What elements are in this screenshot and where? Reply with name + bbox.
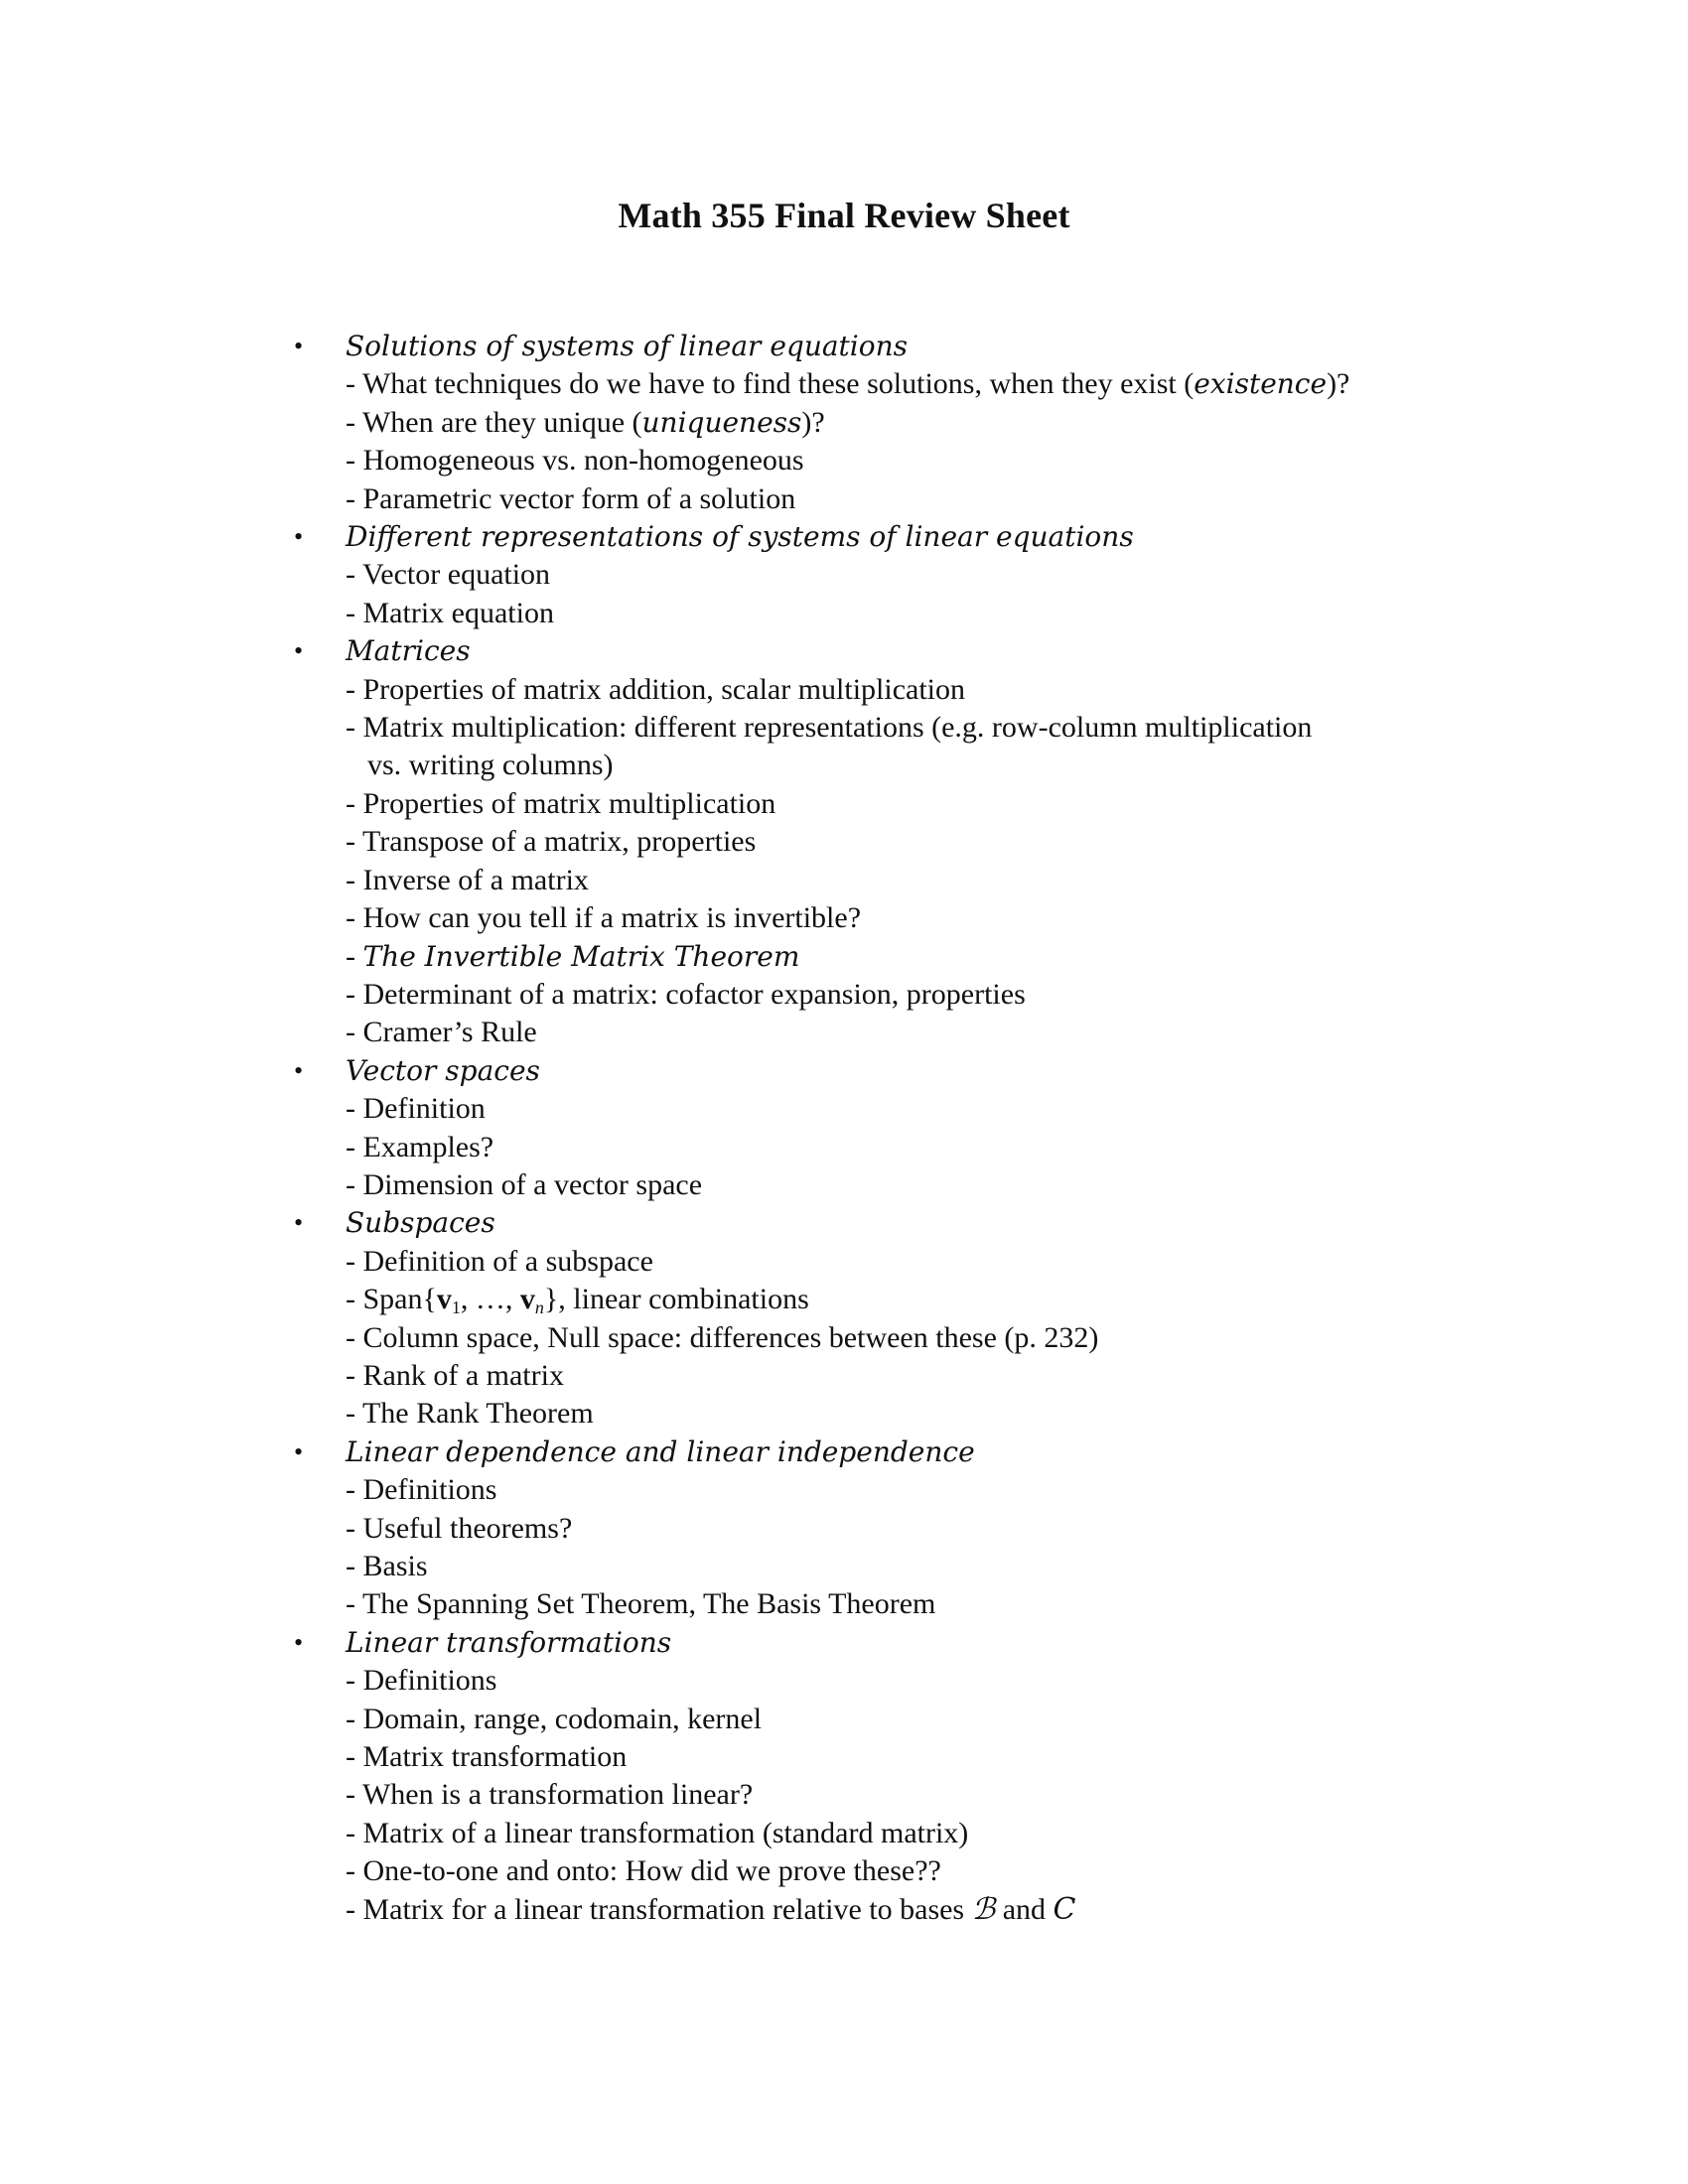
- section-heading: Solutions of systems of linear equations: [346, 330, 909, 362]
- bullet-icon: •: [294, 522, 304, 552]
- list-item: - Parametric vector form of a solution: [346, 481, 796, 515]
- list-item: - Homogeneous vs. non-homogeneous: [346, 444, 804, 478]
- list-item: - The Rank Theorem: [346, 1397, 594, 1431]
- section-heading: Linear transformations: [346, 1625, 672, 1659]
- list-item: - Dimension of a vector space: [346, 1167, 703, 1201]
- topic-section: [294, 1204, 1585, 1433]
- list-item: - Column space, Null space: differences between these (p. 232): [346, 1320, 1099, 1354]
- topic-section: [294, 1624, 1585, 1929]
- list-item: - Matrix transformation: [346, 1740, 628, 1774]
- section-heading: Linear dependence and linear independence: [346, 1434, 975, 1468]
- topic-section: [294, 328, 1585, 518]
- list-item: - When is a transformation linear?: [346, 1778, 754, 1812]
- list-item: - Inverse of a matrix: [346, 863, 589, 896]
- list-item: - Properties of matrix addition, scalar multiplication: [346, 672, 966, 706]
- bullet-icon: •: [294, 1627, 304, 1657]
- section-heading: Subspaces: [346, 1206, 495, 1240]
- list-item: - What techniques do we have to find these solutions, when they exist (existence)?: [346, 367, 1350, 401]
- section-heading: Vector spaces: [346, 1053, 540, 1087]
- list-item: - Vector equation: [346, 558, 551, 592]
- list-item: - Definition: [346, 1092, 486, 1126]
- list-item: - Definition of a subspace: [346, 1244, 653, 1278]
- topic-list: [294, 328, 1585, 1929]
- list-item: - $Span\{v_1$, …, $v_n$}, linear combinations: [346, 1283, 809, 1318]
- list-item: - Rank of a matrix: [346, 1358, 564, 1392]
- list-item: - Basis: [346, 1550, 428, 1582]
- topic-section: [294, 632, 1585, 1051]
- bullet-icon: •: [294, 1208, 304, 1238]
- list-item: - When are they unique (uniqueness)?: [346, 405, 825, 439]
- list-item: - Matrix equation: [346, 596, 554, 629]
- list-item: - Matrix of a linear transformation (standard matrix): [346, 1816, 969, 1849]
- list-item: - Examples?: [346, 1130, 494, 1163]
- bullet-icon: •: [294, 1436, 304, 1466]
- section-heading: Matrices: [346, 634, 471, 668]
- bullet-icon: •: [294, 332, 304, 360]
- list-item: - How can you tell if a matrix is invertible?: [346, 901, 862, 935]
- list-item: - Definitions: [346, 1473, 497, 1507]
- bullet-icon: •: [294, 1055, 304, 1085]
- page-title: Math 355 Final Review Sheet: [618, 196, 1070, 235]
- topic-section: [294, 1052, 1585, 1205]
- topic-section: [294, 1433, 1585, 1624]
- list-item: - Transpose of a matrix, properties: [346, 825, 757, 859]
- list-item: - Matrix multiplication: different representations (e.g. row-column multiplication vs. writing columns): [346, 711, 1313, 782]
- list-item: - Determinant of a matrix: cofactor expansion, properties: [346, 977, 1026, 1011]
- list-item: - Matrix for a linear transformation relative to bases ℬ and C: [346, 1891, 1076, 1927]
- list-item: - Cramer’s Rule: [346, 1016, 537, 1049]
- bullet-icon: •: [294, 636, 304, 666]
- list-item: - One-to-one and onto: How did we prove these??: [346, 1854, 941, 1888]
- list-item: - Useful theorems?: [346, 1511, 573, 1545]
- list-item: - Properties of matrix multiplication: [346, 786, 776, 820]
- list-item: - The Spanning Set Theorem, The Basis Theorem: [346, 1587, 936, 1621]
- topic-section: [294, 518, 1585, 632]
- list-item: - The Invertible Matrix Theorem: [346, 939, 800, 973]
- section-heading: Different representations of systems of linear equations: [346, 520, 1134, 554]
- list-item: - Definitions: [346, 1664, 497, 1698]
- list-item: - Domain, range, codomain, kernel: [346, 1702, 763, 1735]
